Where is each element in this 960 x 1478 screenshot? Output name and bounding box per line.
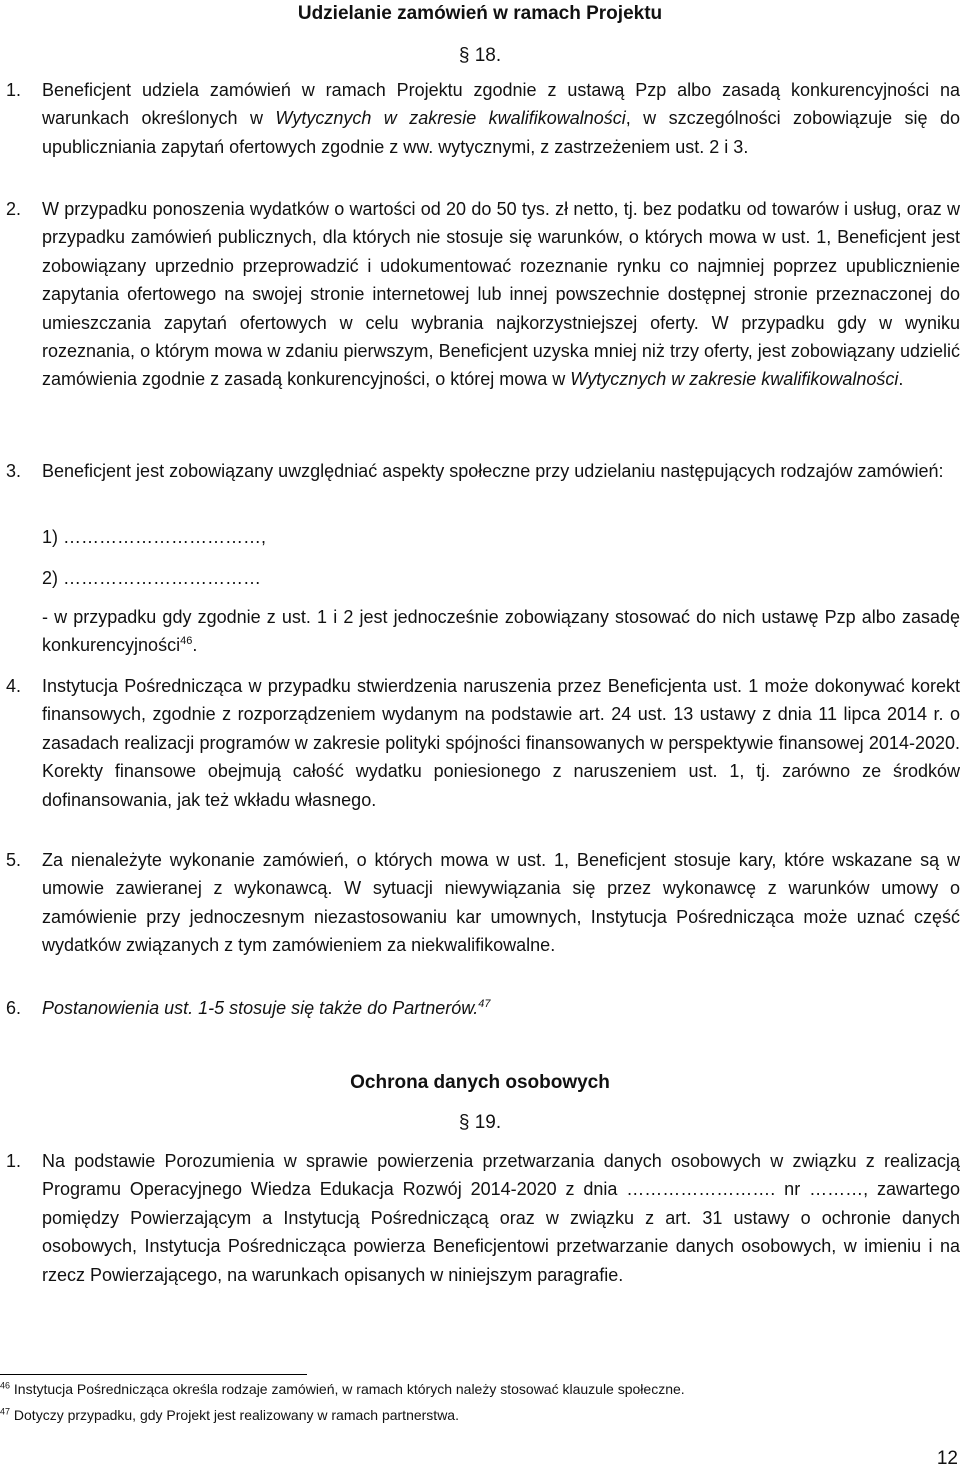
section-18-number: § 18. <box>458 45 502 66</box>
paragraph-number: 6. <box>6 998 22 1018</box>
section-18-paragraph-6 <box>6 994 960 1022</box>
paragraph-text: Instytucja Pośrednicząca w przypadku stwierdzenia naruszenia przez Beneficjenta ust. 1 może dokonywać korekt finansowych, zgodnie z rozporządzeniem wydanym na podstawie art. 24 ust. 13 ustawy z dnia 11 lipca 2014 r. o zasadach realizacji programów w zakresie polityki spójności finansowanych w perspektywie finansowej 2014-2020. Korekty finansowe obejmują całość wydatku poniesionego z naruszeniem ust. 1, tj. zarówno ze środków dofinansowania, jak też wkładu własnego. <box>42 676 960 810</box>
section-19-paragraph-1 <box>6 1147 960 1289</box>
footnote-marker: 46 <box>0 1380 11 1391</box>
paragraph-text: Za nienależyte wykonanie zamówień, o których mowa w ust. 1, Beneficjent stosuje kary, które wskazane są w umowie zawieranej z wykonawcą. W sytuacji niewywiązania się przez wykonawcę z warunków umowy o zamówienie przy jednoczesnym niezastosowaniu kar umownych, Instytucja Pośrednicząca może uznać część wydatków związanych z tym zamówieniem za niekwalifikowalne. <box>42 850 960 956</box>
paragraph-text-end: . <box>192 635 198 656</box>
paragraph-text: Beneficjent jest zobowiązany uwzględniać aspekty społeczne przy udzielaniu następujących rodzajów zamówień: <box>42 461 944 481</box>
section-18-paragraph-3 <box>6 457 960 485</box>
paragraph-text: , w szczególności zobowiązuje się do upubliczniania zapytań ofertowych zgodnie z ww. wytycznymi, z zastrzeżeniem ust. 2 i 3. <box>42 108 960 157</box>
footnote-46 <box>0 1380 685 1398</box>
paragraph-italic-text: Wytycznych w zakresie kwalifikowalności <box>275 108 626 129</box>
footnote-text: Dotyczy przypadku, gdy Projekt jest realizowany w ramach partnerstwa. <box>13 1407 459 1423</box>
paragraph-text: W przypadku ponoszenia wydatków o wartości od 20 do 50 tys. zł netto, tj. bez podatku od towarów i usług, oraz w przypadku zamówień publicznych, dla których nie stosuje się warunków, o których mowa w ust. 1, Beneficjent jest zobowiązany uprzednio przeprowadzić i udokumentować rozeznanie rynku co najmniej poprzez upublicznienie zapytania ofertowego na swojej stronie internetowej lub innej powszechnie dostępnej stronie przeznaczonej do umieszczania zapytań ofertowych w celu wybrania najkorzystniejszej oferty. W przypadku gdy w wyniku rozeznania, o którym mowa w zdaniu pierwszym, Beneficjent uzyska mniej niż trzy oferty, jest zobowiązany udzielić zamówienia zgodnie z zasadą konkurencyjności, o której mowa w <box>42 199 960 390</box>
section-18-heading: Udzielanie zamówień w ramach Projektu <box>297 3 663 24</box>
section-18-paragraph-3-continuation <box>42 603 960 660</box>
paragraph-italic-text: Postanowienia ust. 1-5 stosuje się także do Partnerów. <box>42 998 479 1018</box>
footnote-ref-47[interactable]: 47 <box>478 998 491 1010</box>
paragraph-number: 1. <box>6 1151 22 1171</box>
paragraph-text: Na podstawie Porozumienia w sprawie powierzenia przetwarzania danych osobowych w związku z realizacją Programu Operacyjnego Wiedza Edukacja Rozwój 2014-2020 z dnia ……………………. nr ………, zawartego pomiędzy Powierzającym a Instytucją Pośredniczącą oraz w związku z art. 31 ustawy o ochronie danych osobowych, Instytucja Pośrednicząca powierza Beneficjentowi przetwarzanie danych osobowych, w imieniu i na rzecz Powierzającego, na warunkach opisanych w niniejszym paragrafie. <box>42 1151 960 1285</box>
section-18-paragraph-5 <box>6 846 960 960</box>
section-19-number: § 19. <box>458 1112 502 1133</box>
footnote-ref-46[interactable]: 46 <box>180 635 193 648</box>
paragraph-italic-text: Wytycznych w zakresie kwalifikowalności <box>570 369 899 390</box>
paragraph-number: 3. <box>6 461 22 481</box>
paragraph-number: 1. <box>6 80 22 100</box>
paragraph-number: 5. <box>6 850 22 870</box>
list-item-1: 1) ……………………………, <box>42 527 267 547</box>
paragraph-number: 4. <box>6 676 22 696</box>
footnote-text: Instytucja Pośrednicząca określa rodzaje zamówień, w ramach których należy stosować klauzule społeczne. <box>13 1381 685 1397</box>
footnote-47 <box>0 1406 459 1424</box>
list-item-2: 2) …………………………… <box>42 568 262 588</box>
page-number: 12 <box>936 1448 958 1469</box>
paragraph-text: Beneficjent udziela zamówień w ramach Projektu zgodnie z ustawą Pzp albo zasadą konkurencyjności na warunkach określonych w <box>42 80 960 129</box>
section-18-paragraph-2 <box>6 195 960 394</box>
section-18-paragraph-1 <box>6 76 960 161</box>
footnote-separator <box>0 1374 307 1375</box>
section-18-paragraph-4 <box>6 672 960 814</box>
paragraph-text: - w przypadku gdy zgodnie z ust. 1 i 2 jest jednocześnie zobowiązany stosować do nich ustawę Pzp albo zasadę konkurencyjności <box>42 607 960 656</box>
section-19-heading: Ochrona danych osobowych <box>350 1072 610 1093</box>
paragraph-text: . <box>898 369 904 390</box>
footnote-marker: 47 <box>0 1406 11 1417</box>
paragraph-number: 2. <box>6 199 22 219</box>
